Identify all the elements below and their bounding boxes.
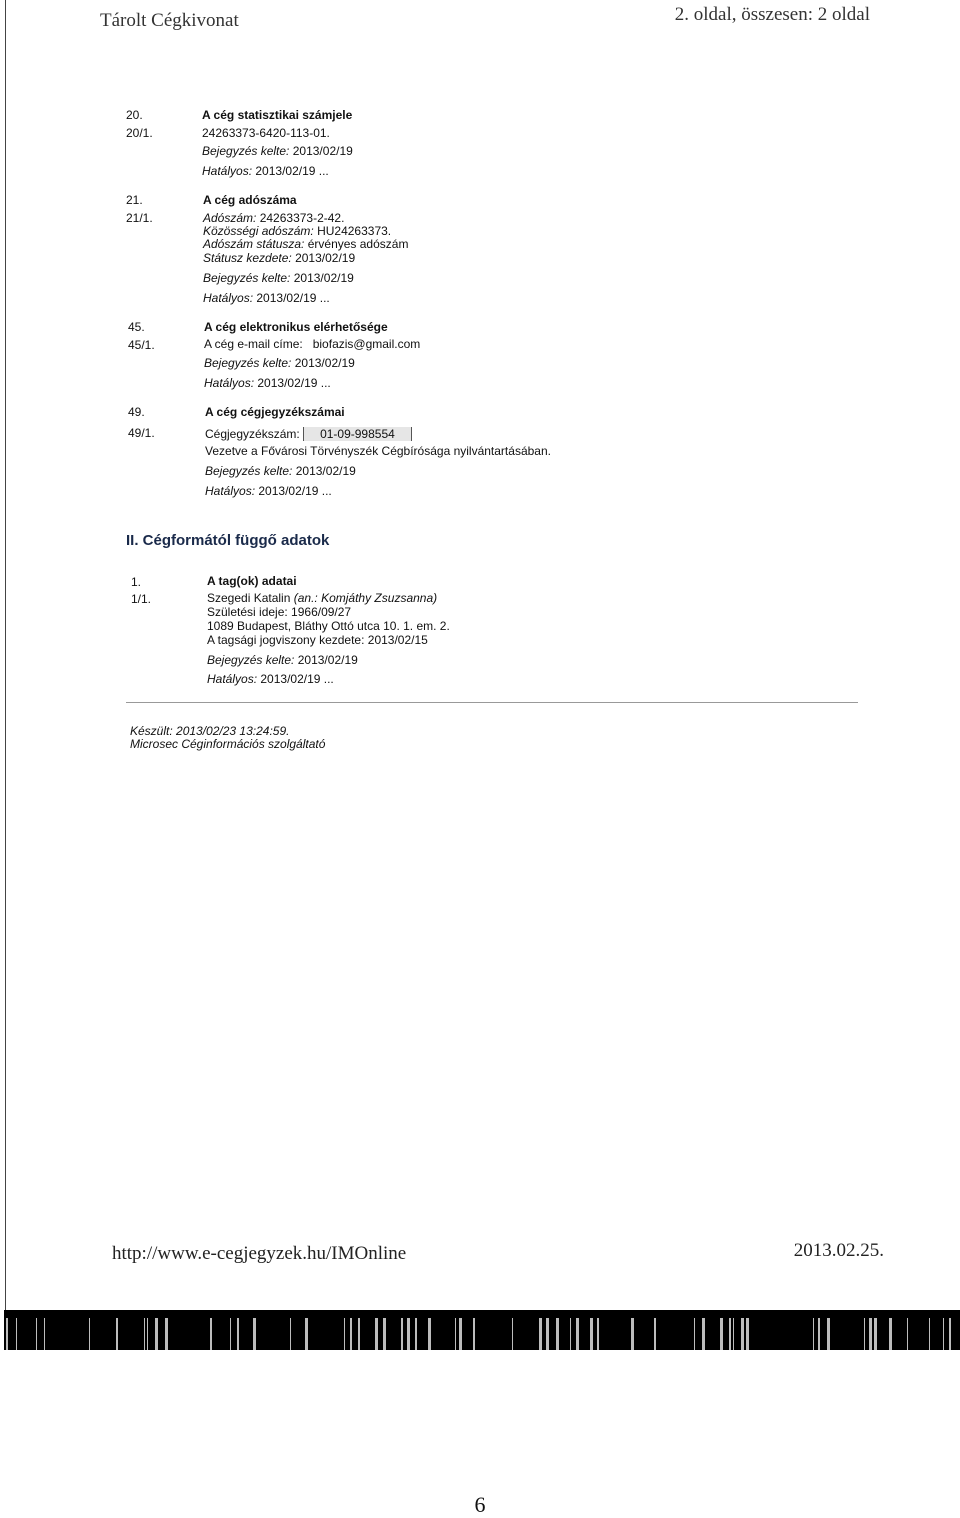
footer-date: 2013.02.25. [793,1240,884,1261]
membership-row: A tagsági jogviszony kezdete: 2013/02/15 [207,633,428,647]
section-number: 20. [126,108,143,122]
scan-barcode-strip [4,1310,960,1350]
section-number: 45. [128,320,145,334]
section-title: A cég adószáma [203,193,297,207]
valid-date-row: Hatályos: 2013/02/19 ... [205,484,332,498]
entry-date-row: Bejegyzés kelte: 2013/02/19 [207,653,358,667]
birth-date-row: Születési ideje: 1966/09/27 [207,605,352,619]
section-number: 49. [128,405,145,419]
service-provider: Microsec Céginformációs szolgáltató [130,737,326,751]
entry-date-row: Bejegyzés kelte: 2013/02/19 [203,271,354,285]
section-number: 21. [126,193,143,207]
status-start-row: Státusz kezdete: 2013/02/19 [203,251,356,265]
address-row: 1089 Budapest, Bláthy Ottó utca 10. 1. em. 2. [207,619,450,633]
page-number: 6 [474,1492,486,1517]
section-title: A cég cégjegyzékszámai [205,405,345,419]
section-title: A cég statisztikai számjele [202,108,353,122]
court-row: Vezetve a Fővárosi Törvényszék Cégbírósága nyilvántartásában. [205,444,551,458]
tax-status-row: Adószám státusza: érvényes adószám [203,237,409,251]
generated-timestamp: Készült: 2013/02/23 13:24:59. [130,724,290,738]
registration-number-row: Cégjegyzékszám: 01-09-998554 [205,427,412,441]
valid-date-row: Hatályos: 2013/02/19 ... [207,672,334,686]
eu-tax-number-row: Közösségi adószám: HU24263373. [203,224,392,238]
divider [126,702,858,703]
section-title: A tag(ok) adatai [207,574,297,588]
entry-date-row: Bejegyzés kelte: 2013/02/19 [205,464,356,478]
section-heading: II. Cégformától függő adatok [126,532,330,549]
subsection-number: 45/1. [128,338,155,352]
registration-number: 01-09-998554 [303,427,412,441]
subsection-number: 49/1. [128,426,155,440]
tax-number-row: Adószám: 24263373-2-42. [203,211,345,225]
entry-date-row: Bejegyzés kelte: 2013/02/19 [202,144,353,158]
section-number: 1. [131,575,142,589]
subsection-number: 1/1. [131,592,152,606]
section-title: A cég elektronikus elérhetősége [204,320,388,334]
valid-date-row: Hatályos: 2013/02/19 ... [202,164,329,178]
header-page-info: 2. oldal, összesen: 2 oldal [674,4,870,25]
subsection-number: 20/1. [126,126,153,140]
email-value: biofazis@gmail.com [312,337,421,351]
valid-date-row: Hatályos: 2013/02/19 ... [203,291,330,305]
email-row: A cég e-mail címe: biofazis@gmail.com [204,337,421,351]
header-title: Tárolt Cégkivonat [100,10,239,31]
member-name-row: Szegedi Katalin (an.: Komjáthy Zsuzsanna) [207,591,438,605]
entry-date-row: Bejegyzés kelte: 2013/02/19 [204,356,355,370]
subsection-number: 21/1. [126,211,153,225]
barcode-graphic [4,1310,960,1350]
statistical-number: 24263373-6420-113-01. [202,126,330,140]
valid-date-row: Hatályos: 2013/02/19 ... [204,376,331,390]
footer-url: http://www.e-cegjegyzek.hu/IMOnline [112,1243,407,1264]
